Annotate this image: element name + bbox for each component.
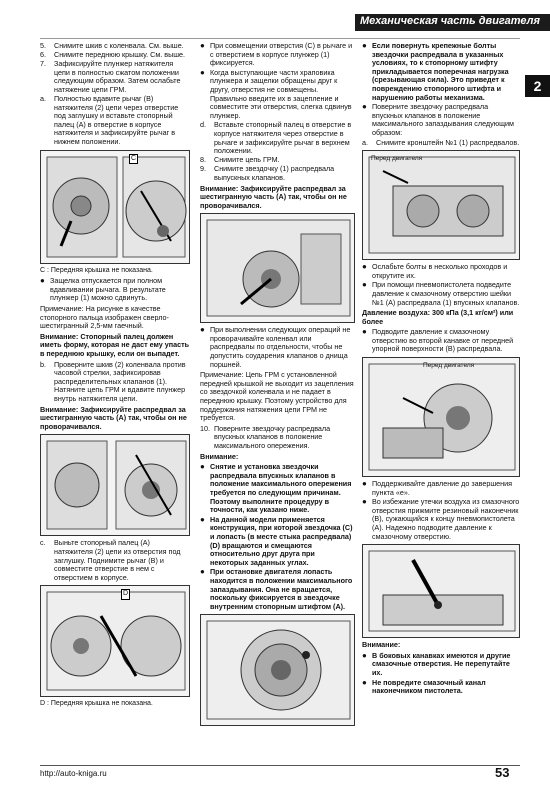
bullet-text: Не повредите смазочный канал наконечником пистолета. — [372, 677, 486, 696]
list-item — [40, 60, 190, 94]
bullet-icon: ● — [200, 325, 205, 335]
figure-caption: D : Передняя крышка не показана. — [40, 700, 153, 708]
figure-air-gun — [362, 544, 520, 638]
list-item: а. Снимите кронштейн №1 (1) распредвалов. — [362, 137, 520, 147]
bullet-icon: ● — [362, 677, 367, 687]
figure-camshaft-sprocket — [200, 213, 355, 323]
warning: Внимание: Зафиксируйте распредвал за шестигранную часть (А) так, чтобы он не проворачивался. — [40, 404, 187, 431]
figure-crank-pulley — [40, 434, 190, 536]
figure-tensioner — [40, 150, 190, 264]
note: Примечание: На рисунке в качестве стопорного пальца изображен сверло-шестигранный 2,5-мм гаечный. — [40, 304, 169, 331]
list-item: ● Защелка отпускается при полном вдавливании рычага. В результате плунжер (1) можно сдвинуть. — [40, 276, 166, 303]
step-number: 9. — [200, 164, 206, 174]
list-item — [362, 263, 520, 280]
figure-vvt-sprocket — [200, 614, 355, 726]
step-number: 5. — [40, 41, 46, 50]
bullet-text: Поддерживайте давление до завершения пункта «e». — [372, 479, 513, 497]
list-item: ● Подводите давление к смазочному отверстию во второй канавке от передней упорной поверхности (В) распредвала. — [362, 327, 514, 354]
list-item — [362, 679, 520, 696]
warning: Внимание: Зафиксируйте распредвал за шестигранную часть (А) так, чтобы он не проворачивался. — [200, 183, 347, 210]
figure-lever — [40, 585, 190, 697]
step-number: d. — [200, 120, 206, 130]
footer-divider — [40, 765, 520, 766]
bullet-icon: ● — [200, 67, 205, 77]
list-item — [200, 463, 355, 515]
step-text: Снимите переднюю крышку. См. выше. — [54, 50, 186, 60]
list-item — [362, 498, 520, 541]
list-item: ● При выполнении следующих операций не проворачивайте коленвал или распредвалы по отдельности, чтобы не допустить соударения клапанов о днища поршней. — [200, 325, 351, 369]
figure-label-c: С — [129, 154, 138, 165]
column-2 — [200, 42, 355, 729]
bullet-icon: ● — [362, 262, 367, 272]
list-item — [40, 95, 190, 147]
air-pressure-spec: Давление воздуха: 300 кПа (3,1 кг/см²) или более — [362, 308, 514, 326]
step-text: Снимите цепь ГРМ. — [214, 155, 280, 165]
step-text: Полностью вдавите рычаг (В) натяжителя (2) цепи через отверстие под заглушку и вставьте стопорный палец (А) в отверстие в корпусе натяжителя и зафиксируйте рычаг в нижнем положении. — [54, 94, 179, 147]
list-item — [200, 69, 355, 121]
bullet-icon: ● — [200, 567, 205, 577]
warning-title: Внимание: — [200, 451, 239, 461]
warning-title: Внимание: — [362, 640, 401, 650]
figure-label-d: D — [121, 589, 130, 600]
list-item — [200, 165, 355, 182]
step-text: Вставьте стопорный палец в отверстие в корпусе натяжителя через отверстие в рычаге и зафиксируйте рычаг в верхнем положении. — [214, 120, 352, 156]
bullet-text: На данной модели применяется конструкция, при которой звездочка (С) и лопасть (в месте стыка распредвала) (D) вращаются и смещаются относительно друг друга при некоторых заданных углах. — [210, 514, 353, 567]
bullet-list — [200, 42, 355, 120]
figure-caption: С : Передняя крышка не показана. — [40, 266, 153, 274]
list-item — [362, 480, 520, 497]
list-item — [200, 121, 355, 155]
bullet-icon: ● — [362, 280, 367, 290]
chapter-tab: 2 — [525, 75, 550, 97]
figure-camshaft-bracket — [362, 150, 520, 260]
list-item — [362, 281, 520, 307]
bullet-icon: ● — [200, 41, 205, 50]
bullet-text: При остановке двигателя лопасть находится в положении максимального запаздывания. Она не вращается, поскольку фиксируется в звездочке внутренним стопорным штифтом (А). — [210, 567, 353, 611]
step-text: Зафиксируйте плунжер натяжителя цепи в полностью сжатом положении следующим образом. Затем ослабьте натяжение цепи ГРМ. — [54, 59, 181, 94]
bullet-list — [362, 480, 520, 541]
header-title: Механическая часть двигателя — [360, 15, 540, 27]
figure-oil-hole — [362, 357, 520, 477]
list-item: 10. Поверните звездочку распредвала впускных клапанов в положение максимального опережения. — [200, 423, 331, 450]
list-item — [200, 42, 355, 68]
figure-label-front: Перед двигателя — [371, 155, 423, 163]
bullet-icon: ● — [362, 327, 367, 337]
step-text: Снимите шкив с коленвала. См. выше. — [54, 41, 184, 50]
step-number: а. — [40, 94, 46, 104]
warning-list — [200, 463, 355, 611]
bullet-list — [362, 263, 520, 307]
bullet-text: Снятие и установка звездочки распредвала впускных клапанов в положение максимального опережения требуется по следующим причинам. Поэтому выполните процедуру в точности, как указано ниже. — [210, 462, 352, 515]
bullet-icon: ● — [200, 462, 205, 472]
footer-url[interactable]: http://auto-kniga.ru — [40, 769, 107, 778]
warning-list — [362, 652, 520, 696]
bullet-icon: ● — [40, 276, 45, 286]
page-number: 53 — [495, 765, 510, 780]
bullet-text: В боковых канавках имеются и другие смазочные отверстия. Не перепутайте их. — [372, 650, 511, 677]
warning: Внимание: Стопорный палец должен иметь форму, которая не даст ему упасть в переднюю крышку, если он выпадет. — [40, 331, 190, 358]
list-item: b. Проверните шкив (2) коленвала против часовой стрелки, зафиксировав распределительных клапанов (1). Натяните цепь ГРМ и вдавите плунжер внутрь натяжителя цепи. — [40, 359, 186, 403]
list-steps — [40, 42, 190, 147]
list-item — [200, 568, 355, 611]
note: Примечание: Цепь ГРМ с установленной передней крышкой не выходит из зацепления со звездочкой коленвала и не падает в переднюю крышку. Поэтому устройство для поддержания натяжения цепи ГРМ не требуется. — [200, 370, 354, 423]
bullet-icon: ● — [362, 497, 367, 507]
figure-label-front: Перед двигателя — [423, 362, 475, 370]
header-divider — [40, 38, 520, 39]
step-number: 8. — [200, 155, 206, 165]
list-item — [362, 652, 520, 678]
list-item: ● Если повернуть крепежные болты звездочки распредвала в указанных условиях, то к стопорному штифту прикладывается поперечная нагрузка (срезывающая сила). Это приведет к повреждению стопорного штифта и нарушению работы механизма. — [362, 41, 509, 102]
list-steps — [200, 121, 355, 182]
bullet-text: Во избежание утечки воздуха из смазочного отверстия прижмите резиновый наконечник (В), сужающийся к концу пневмопистолета (А). Надежно подводите давление к смазочному отверстию. — [372, 497, 520, 541]
bullet-icon: ● — [362, 41, 367, 50]
bullet-icon: ● — [362, 102, 367, 112]
step-number: 7. — [40, 59, 46, 69]
bullet-icon: ● — [200, 514, 205, 524]
step-number: 6. — [40, 50, 46, 60]
bullet-icon: ● — [362, 479, 367, 489]
list-item: ● Поверните звездочку распредвала впускных клапанов в положение максимального запаздывания следующим образом: — [362, 102, 514, 137]
list-item: c. Выньте стопорный палец (А) натяжителя (2) цепи из отверстия под заглушку. Поднимите рычаг (В) и совместите отверстие в нем с отверстием в корпусе. — [40, 538, 181, 582]
column-3 — [362, 42, 520, 697]
bullet-text: Когда выступающие части храповика плунжера и защелки обращены друг к другу, отверстия не совмещены. Правильно введите их в зацепление и совместите эти отверстия, слегка сдвинув плунжер. — [210, 67, 352, 120]
bullet-text: При помощи пневмопистолета подведите давление к смазочному отверстию шейки №1 (А) распредвала (1) впускных клапанов. — [372, 280, 520, 307]
bullet-icon: ● — [362, 650, 367, 660]
bullet-text: Ослабьте болты в несколько проходов и открутите их. — [372, 262, 508, 280]
list-item — [200, 516, 355, 568]
step-text: Снимите звездочку (1) распредвала выпускных клапанов. — [214, 164, 335, 182]
bullet-text: При совмещении отверстия (С) в рычаге и с отверстием в корпусе плунжер (1) фиксируется. — [210, 41, 353, 68]
column-1 — [40, 42, 190, 711]
